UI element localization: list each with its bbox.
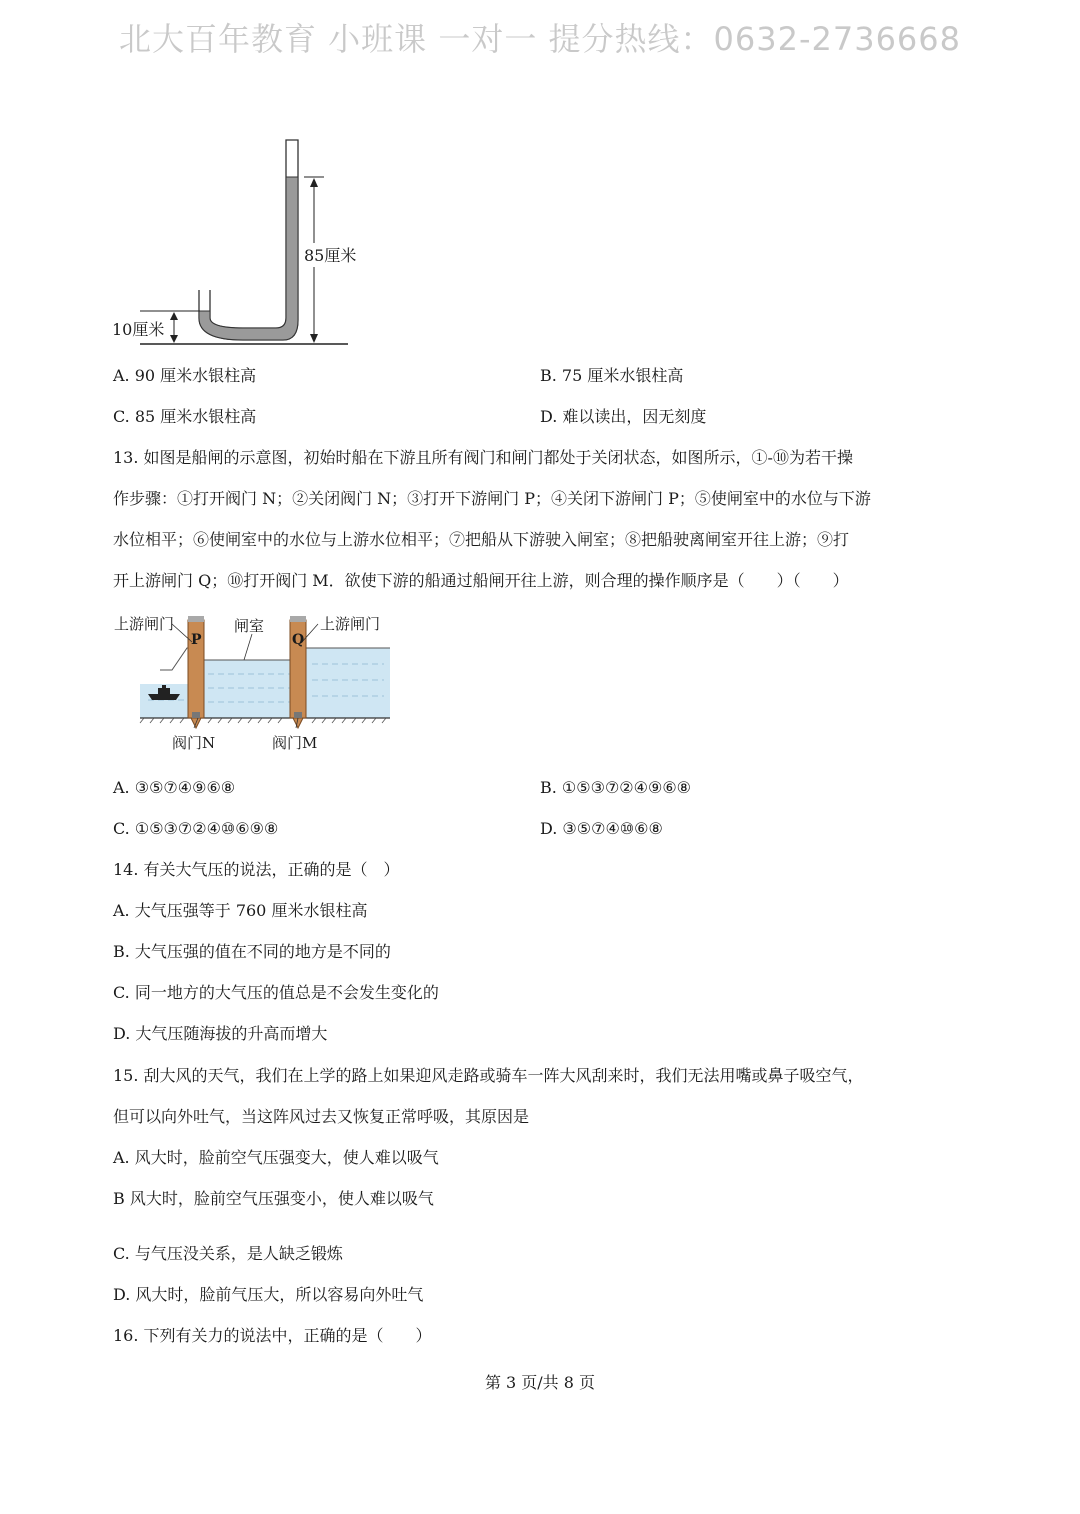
label-right-gate: 上游闸门 bbox=[320, 615, 381, 633]
label-gate-p: P bbox=[191, 632, 202, 648]
q14-option-b: B. 大气压强的值在不同的地方是不同的 bbox=[113, 942, 391, 961]
q12-option-c: C. 85 厘米水银柱高 bbox=[113, 407, 257, 426]
arrowhead-85-up bbox=[310, 178, 318, 187]
q14-option-d: D. 大气压随海拔的升高而增大 bbox=[113, 1024, 328, 1043]
watermark: 北大百年教育 小班课 一对一 提分热线：0632-2736668 bbox=[118, 20, 962, 58]
u-tube-outline bbox=[199, 140, 298, 340]
upstream-water bbox=[302, 648, 390, 718]
q12-option-a: A. 90 厘米水银柱高 bbox=[113, 366, 257, 385]
q15-stem-line-1: 15. 刮大风的天气，我们在上学的路上如果迎风走路或骑车一阵大风刮来时，我们无法用嘴或鼻子吸空气， bbox=[113, 1066, 864, 1085]
page-footer: 第 3 页/共 8 页 bbox=[484, 1373, 596, 1392]
valve-n bbox=[192, 712, 200, 718]
q13-stem-line-1: 13. 如图是船闸的示意图，初始时船在下游且所有阀门和闸门都处于关闭状态，如图所示，①-⑩为若干操 bbox=[113, 448, 853, 467]
q13-stem-line-4: 开上游闸门 Q；⑩打开阀门 M．欲使下游的船通过船闸开往上游，则合理的操作顺序是（ ）（ ） bbox=[113, 571, 849, 590]
q15-option-b: B 风大时，脸前空气压强变小，使人难以吸气 bbox=[113, 1189, 434, 1208]
mercury-column bbox=[199, 177, 298, 340]
label-gate-q: Q bbox=[292, 632, 305, 648]
label-left-gate: 上游闸门 bbox=[114, 615, 175, 633]
q13-option-c: C. ①⑤③⑦②④⑩⑥⑨⑧ bbox=[113, 819, 279, 838]
label-chamber: 闸室 bbox=[234, 617, 265, 635]
arrowhead-85-down bbox=[310, 334, 318, 343]
q13-stem-line-3: 水位相平；⑥使闸室中的水位与上游水位相平；⑦把船从下游驶入闸室；⑧把船驶离闸室开往上游；⑨打 bbox=[113, 530, 850, 549]
q12-option-d: D. 难以读出，因无刻度 bbox=[540, 407, 707, 426]
arrowhead-10-down bbox=[170, 335, 178, 343]
q12-option-b: B. 75 厘米水银柱高 bbox=[540, 366, 684, 385]
q15-option-a: A. 风大时，脸前空气压强变大，使人难以吸气 bbox=[113, 1148, 439, 1167]
q13-stem-line-2: 作步骤：①打开阀门 N；②关闭阀门 N；③打开下游闸门 P；④关闭下游闸门 P；⑤使闸室中的水位与下游 bbox=[113, 489, 871, 508]
valve-m bbox=[294, 712, 302, 718]
q14-option-c: C. 同一地方的大气压的值总是不会发生变化的 bbox=[113, 983, 439, 1002]
label-85cm: 85厘米 bbox=[304, 246, 357, 265]
q13-option-a: A. ③⑤⑦④⑨⑥⑧ bbox=[113, 778, 236, 797]
label-valve-n: 阀门N bbox=[172, 734, 216, 752]
arrowhead-10-up bbox=[170, 312, 178, 320]
q15-option-d: D. 风大时，脸前气压大，所以容易向外吐气 bbox=[113, 1285, 424, 1304]
label-10cm: 10厘米 bbox=[112, 320, 165, 339]
q15-stem-line-2: 但可以向外吐气，当这阵风过去又恢复正常呼吸，其原因是 bbox=[113, 1107, 530, 1126]
q16-stem: 16. 下列有关力的说法中，正确的是（ ） bbox=[113, 1326, 432, 1345]
q15-option-c: C. 与气压没关系，是人缺乏锻炼 bbox=[113, 1244, 343, 1263]
chamber-water bbox=[196, 660, 302, 718]
q13-option-b: B. ①⑤③⑦②④⑨⑥⑧ bbox=[540, 778, 692, 797]
q13-option-d: D. ③⑤⑦④⑩⑥⑧ bbox=[540, 819, 663, 838]
label-valve-m: 阀门M bbox=[272, 734, 318, 752]
q14-option-a: A. 大气压强等于 760 厘米水银柱高 bbox=[113, 901, 368, 920]
q14-stem: 14. 有关大气压的说法，正确的是（ ） bbox=[113, 860, 400, 879]
